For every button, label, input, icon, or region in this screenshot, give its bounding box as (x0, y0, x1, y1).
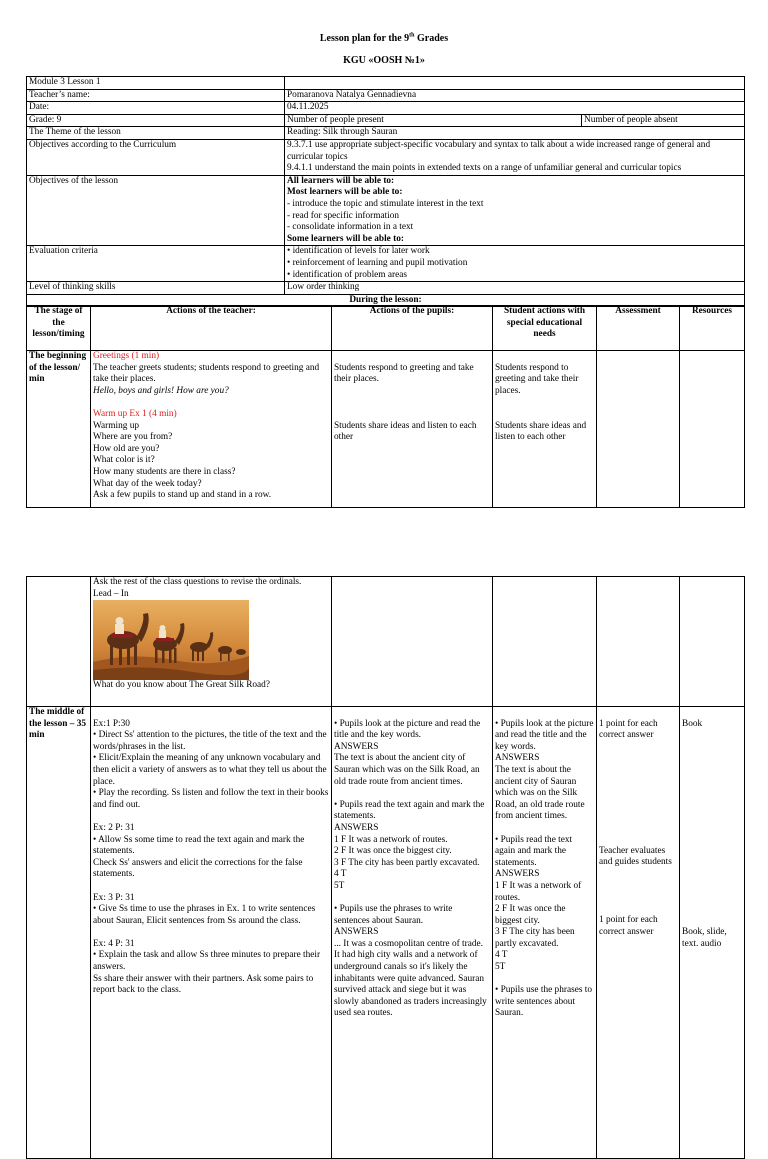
objective-item: 9.3.7.1 use appropriate subject-specific vocabulary and syntax to talk about a wide increased range of general and curricular topics (287, 139, 711, 162)
sen-action-line: 5T (495, 962, 506, 973)
sen-action-line: 1 F It was a network of routes. (495, 880, 582, 903)
pupil-lines (334, 707, 490, 1158)
sen-actions-header: Student actions with special educational needs (493, 306, 597, 351)
teacher-action-line: • Elicit/Explain the meaning of any unknown vocabulary and then elicit a variety of answers as to what they tell us about the place. (93, 753, 327, 787)
lead-in-stage (27, 577, 91, 707)
curriculum-objectives-label: Objectives according to the Curriculum (27, 139, 285, 175)
some-learners-heading: Some learners will be able to: (287, 233, 404, 244)
pupil-action-line: ANSWERS (334, 822, 379, 833)
beginning-stage-row (27, 351, 745, 508)
pupil-action-line: 1 F It was a network of routes. (334, 834, 448, 845)
warm-up-line: How old are you? (93, 443, 160, 454)
lead-in-row (27, 577, 745, 707)
sen-action-line: ANSWERS (495, 753, 540, 764)
middle-resources (680, 707, 745, 1159)
revise-line: Ask the rest of the class questions to revise the ordinals. (93, 577, 302, 587)
pupil-action-line: • Pupils use the phrases to write sentences about Sauran. (334, 904, 453, 926)
warm-up-line: What color is it? (93, 455, 155, 466)
sen-action-line: 4 T (495, 950, 508, 961)
info-row (27, 127, 745, 140)
lesson-info-table (26, 76, 745, 307)
warm-up-line: Where are you from? (93, 432, 173, 443)
teacher-action-line: • Allow Ss some time to read the text again and mark the statements. (93, 834, 305, 857)
lesson-objectives (285, 175, 745, 246)
info-row (27, 89, 745, 102)
date-label: Date: (27, 102, 285, 115)
teacher-action-line: • Explain the task and allow Ss three minutes to prepare their answers. (93, 950, 321, 973)
beginning-resources (680, 351, 745, 508)
evaluation-label: Evaluation criteria (27, 246, 285, 282)
lesson-objectives-label: Objectives of the lesson (27, 175, 285, 246)
info-row (27, 77, 745, 90)
pupil-action-line: ANSWERS (334, 927, 379, 938)
info-row (27, 246, 745, 282)
most-learners-item: - read for specific information (287, 210, 400, 221)
middle-teacher-actions (91, 707, 332, 1159)
sen-action-line: • Pupils look at the picture and read the title and the key words. (495, 718, 594, 752)
sen-lines (495, 707, 594, 1158)
sen-action-line: 2 F It was once the biggest city. (495, 904, 566, 926)
info-row (27, 114, 745, 127)
pupil-actions-header: Actions of the pupils: (332, 306, 493, 351)
teacher-action-line: • Give Ss time to use the phrases in Ex. 1 to write sentences about Sauran, Elicit sentences from Ss around the class. (93, 904, 316, 926)
objective-item: 9.4.1.1 understand the main points in extended texts on a range of unfamiliar general and curricular topics (287, 163, 682, 174)
resource-item: Book, slide, text. audio (682, 927, 727, 949)
most-learners-heading: Most learners will be able to: (287, 187, 403, 198)
teacher-action-line: Check Ss' answers and elicit the corrections for the false statements. (93, 857, 303, 880)
pupil-action-line: 3 F The city has been partly excavated. (334, 857, 480, 868)
teacher-action-line: Ex: 2 P: 31 (93, 822, 135, 833)
lead-in-pupil-actions (332, 577, 493, 707)
during-lesson-heading: During the lesson: (27, 294, 745, 307)
theme-label: The Theme of the lesson (27, 127, 285, 140)
pupil-action-line: • Pupils look at the picture and read the title and the key words. (334, 718, 481, 741)
assessment-header: Assessment (597, 306, 680, 351)
info-row (27, 175, 745, 246)
teacher-lines (93, 707, 329, 1158)
middle-stage-label (27, 707, 91, 1159)
module-label: Module 3 Lesson 1 (27, 77, 285, 90)
thinking-value: Low order thinking (285, 282, 745, 295)
lesson-stages-table (26, 305, 745, 508)
beginning-teacher-actions (91, 351, 332, 508)
resources-header: Resources (680, 306, 745, 351)
teacher-action-line: Ex: 4 P: 31 (93, 938, 135, 949)
info-row (27, 139, 745, 175)
most-learners-item: - consolidate information in a text (287, 222, 414, 233)
greetings-text: The teacher greets students; students respond to greeting and take their places. (93, 362, 320, 385)
most-learners-item: - introduce the topic and stimulate interest in the text (287, 198, 484, 209)
thinking-label: Level of thinking skills (27, 282, 285, 295)
assessment-item: Teacher evaluates and guides students (599, 845, 672, 868)
lead-in-assessment (597, 577, 680, 707)
evaluation-item: • identification of problem areas (287, 269, 407, 280)
lesson-stages-table-continued (26, 576, 745, 1159)
absent-label: Number of people absent (582, 114, 745, 127)
sen-action-line: • Pupils read the text again and mark the statements. (495, 834, 573, 868)
sen-action-line: 3 F The city has been partly excavated. (495, 927, 575, 949)
school-name: KGU «OOSH №1» (343, 55, 425, 66)
greetings-question: Hello, boys and girls! How are you? (93, 385, 229, 396)
pupil-action-line: The text is about the ancient city of Sauran which was on the Silk Road, an old trade route from ancient times. (334, 753, 480, 787)
assessment-item: 1 point for each correct answer (599, 914, 658, 937)
date-value: 04.11.2025 (285, 102, 745, 115)
evaluation-item: • reinforcement of learning and pupil motivation (287, 257, 468, 268)
info-row (27, 282, 745, 295)
pupil-action-line (334, 788, 490, 800)
warm-up-line: What day of the week today? (93, 478, 202, 489)
teacher-value: Pomaranova Natalya Gennadievna (285, 89, 745, 102)
stage-header: The stage of the lesson/timing (27, 306, 91, 351)
stages-header-row (27, 306, 745, 351)
teacher-label: Teacher’s name: (27, 89, 285, 102)
all-learners-heading: All learners will be able to: (287, 175, 395, 186)
pupil-action-line (334, 893, 490, 905)
silk-road-question: What do you know about The Great Silk Road? (93, 680, 270, 691)
theme-value: Reading: Silk through Sauran (285, 127, 745, 140)
middle-pupil-actions (332, 707, 493, 1159)
teacher-action-line: • Play the recording. Ss listen and follow the text in their books and find out. (93, 788, 329, 810)
pupil-action: Students respond to greeting and take their places. (334, 362, 474, 385)
beginning-assessment (597, 351, 680, 508)
warm-up-line: Warming up (93, 420, 139, 431)
teacher-action-line: Ss share their answer with their partners. Ask some pairs to report back to the class. (93, 973, 314, 996)
teacher-action-line: Ex: 3 P: 31 (93, 892, 135, 903)
pupil-action-line: 4 T (334, 869, 347, 880)
greetings-heading: Greetings (1 min) (93, 351, 160, 361)
teacher-action-line (93, 881, 329, 893)
pupil-action-line: • Pupils read the text again and mark the statements. (334, 799, 485, 822)
middle-stage-row (27, 707, 745, 1159)
assessment-item: 1 point for each correct answer (599, 718, 658, 741)
teacher-action-line: Ex:1 P:30 (93, 718, 130, 729)
present-label: Number of people present (285, 114, 582, 127)
warm-up-line: How many students are there in class? (93, 466, 236, 477)
beginning-stage-label: The beginning of the lesson/ min (27, 351, 91, 508)
sen-action: Students share ideas and listen to each other (495, 420, 587, 443)
middle-sen-actions (493, 707, 597, 1159)
evaluation-item: • identification of levels for later work (287, 246, 430, 257)
pupil-action-line: ... It was a cosmopolitan centre of trade. It had high city walls and a network of underground canals so it's likely the inhabitants were quite advanced. Sauran survived attack and siege but it was slowly abandoned as traders increasingly used sea routes. (334, 938, 487, 1019)
warm-up-line: Ask a few pupils to stand up and stand in a row. (93, 490, 272, 501)
pupil-action-line: 2 F It was once the biggest city. (334, 846, 452, 857)
sen-action-line: • Pupils use the phrases to write sentences about Sauran. (495, 985, 592, 1019)
sen-action-line: The text is about the ancient city of Sauran which was on the Silk Road, an old trade route from ancient times. (495, 764, 585, 822)
curriculum-objectives (285, 139, 745, 175)
teacher-action-line: • Direct Ss' attention to the pictures, the title of the text and the words/phrases in the list. (93, 730, 327, 752)
pupil-action: Students share ideas and listen to each other (334, 420, 477, 443)
sen-action: Students respond to greeting and take their places. (495, 362, 579, 396)
teacher-action-line (93, 927, 329, 939)
beginning-sen-actions (493, 351, 597, 508)
teacher-action-line (93, 811, 329, 823)
lead-in-resources (680, 577, 745, 707)
info-row (27, 102, 745, 115)
evaluation-criteria (285, 246, 745, 282)
sen-action-line (495, 823, 594, 835)
sen-action-line (495, 974, 594, 986)
teacher-actions-header: Actions of the teacher: (91, 306, 332, 351)
document-title: Lesson plan for the 9th Grades (319, 32, 449, 44)
pupil-action-line: 5T (334, 880, 345, 891)
lead-in-teacher-actions (91, 577, 332, 707)
beginning-pupil-actions (332, 351, 493, 508)
module-value (285, 77, 745, 90)
grade-label: Grade: 9 (27, 114, 285, 127)
lead-in-label: Lead – In (93, 588, 129, 599)
sen-action-line: ANSWERS (495, 869, 540, 880)
lead-in-sen-actions (493, 577, 597, 707)
pupil-action-line: ANSWERS (334, 741, 379, 752)
warm-up-heading: Warm up Ex 1 (4 min) (93, 408, 177, 419)
middle-stage-text: The middle of the lesson – 35 min (29, 707, 87, 741)
camel-caravan-image (93, 600, 249, 680)
resource-item: Book (682, 718, 703, 729)
middle-assessment (597, 707, 680, 1159)
